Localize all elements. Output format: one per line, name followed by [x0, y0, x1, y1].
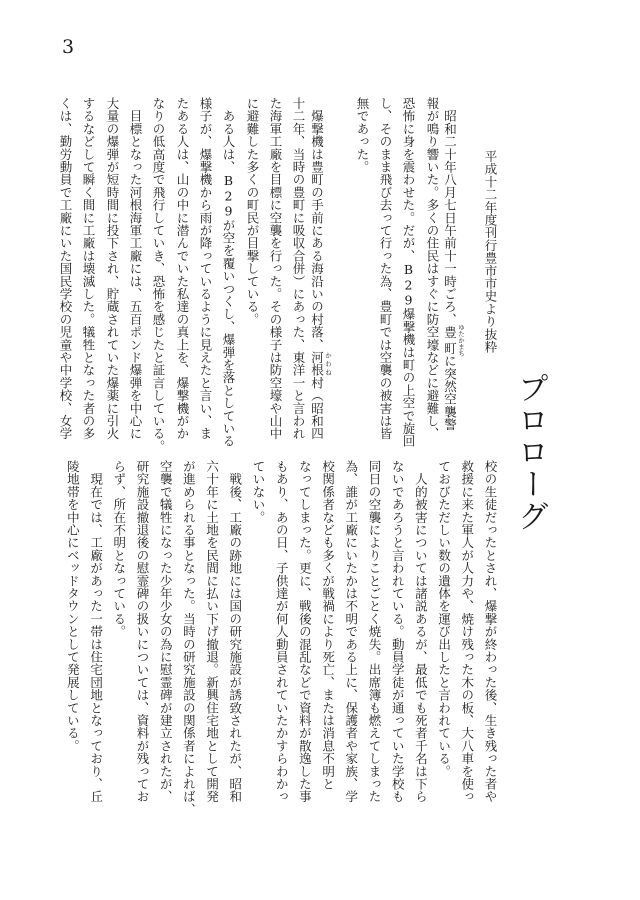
text-run: 為、誰が工廠にいたかは不明である上に、保護者や家族、学	[343, 460, 359, 803]
text-column	[62, 460, 82, 752]
text-run: 爆撃機は豊町の手前にある海沿いの村落、	[309, 97, 325, 351]
text-run: 目標となった河根海軍工廠には、五百ポンド爆弾を中心に	[128, 97, 143, 440]
text-column	[86, 460, 106, 803]
text-column	[480, 460, 500, 803]
text-run: ある人は、B29が空を覆いつくし、爆弾を落としている	[221, 97, 236, 448]
ruby-base: 河根	[309, 351, 325, 377]
text-run: 大量の爆弾が短時間に投下され、貯蔵されていた爆薬に引火	[105, 97, 120, 440]
text-run: するなどして瞬く間に工廠は壊滅した。犠牲となった者の多	[81, 97, 96, 440]
text-run: し、そのまま飛び去って行った為、豊町では空襲の被害は皆	[378, 97, 393, 440]
text-column	[225, 460, 245, 803]
text-run: 陵地帯を中心にベッドタウンとして発展している。	[65, 460, 81, 753]
text-column	[248, 460, 268, 524]
text-column	[364, 460, 384, 803]
text-column	[202, 460, 222, 803]
text-run: 昭和二十年八月七日午前十一時ごろ、	[442, 97, 458, 326]
text-run: 村（昭和四	[309, 376, 325, 440]
text-column	[318, 460, 338, 790]
text-run: 現在では、工廠があった一帯は住宅団地となっており、丘	[88, 460, 104, 803]
text-run: 校の生徒だったとされ、爆撃が終わった後、生き残った者や	[483, 460, 498, 803]
text-run: 様子が、爆撃機から雨が降っているように見えたと言い、ま	[198, 97, 213, 440]
text-run: なりの低高度で飛行していき、恐怖を感じたと証言している。	[151, 97, 166, 453]
text-run: が進められる事となった。当時の研究施設の関係者によれば、	[181, 460, 197, 816]
text-run: 空襲で犠牲になった少年少女の為に慰霊碑が建立されたが、	[158, 460, 174, 803]
text-column	[132, 460, 152, 803]
text-run: ていない。	[251, 460, 266, 524]
text-column	[271, 460, 291, 803]
text-run: 研究施設撤退後の慰霊碑の扱いについては、資料が残ってお	[135, 460, 150, 803]
text-run: もあり、あの日、子供達が何人動員されていたかすらわかっ	[274, 460, 290, 803]
ruby-reading: ゆたかまち	[457, 323, 465, 357]
text-run: た海軍工廠を目標に空襲を行った。その様子は防空壕や山中	[268, 97, 283, 440]
text-column	[457, 460, 477, 803]
chapter-title: プロローグ	[512, 372, 548, 532]
text-column	[410, 460, 430, 803]
text-run: 無であった。	[355, 97, 370, 174]
text-column	[387, 460, 407, 803]
text-run: に避難した多くの町民が目撃している。	[245, 97, 260, 326]
text-run: 恐怖に身を震わせた。だが、B29爆撃機は町の上空で旋回	[401, 97, 416, 448]
text-run: 報が鳴り響いた。多くの住民はすぐに防空壕などに避難し、	[425, 97, 440, 440]
text-run: 校関係者なども多くが戦禍により死亡、または消息不明と	[320, 460, 336, 791]
text-run: ておびただしい数の遺体を運び出したと言われている。	[436, 460, 452, 778]
text-run: 戦後、工廠の跡地には国の研究施設が誘致されたが、昭和	[227, 460, 243, 803]
text-run: 十二年、当時の豊町に吸収合併）にあった、東洋一と言われ	[291, 97, 306, 440]
text-run: に突然空襲警	[442, 354, 458, 431]
text-column	[178, 460, 198, 816]
text-run: なってしまった。更に、戦後の混乱などで資料が散逸した事	[297, 460, 313, 803]
text-run: ないであろうと言われている。動員学徒が通っていた学校も	[390, 460, 406, 803]
source-note: 平成十二年度刊行豊市市史より抜粋	[483, 150, 498, 354]
text-column	[294, 460, 314, 803]
text-run: 六十年に土地を民間に払い下げ撤退。新興住宅地として開発	[204, 460, 220, 803]
page-number: 3	[62, 36, 75, 58]
text-run: 同日の空襲によりことごとく焼失。出席簿も燃えてしまった	[367, 460, 382, 803]
text-column	[155, 460, 175, 803]
text-column	[109, 460, 129, 638]
text-column	[341, 460, 361, 803]
ruby-reading: かわね	[324, 351, 332, 377]
text-run: 救援に来た軍人が人力や、焼け残った木の板、大八車を使っ	[459, 460, 475, 803]
text-column	[434, 460, 454, 778]
text-run: らず、所在不明となっている。	[111, 460, 127, 638]
text-run: くは、勤労動員で工廠にいた国民学校の児童や中学校、女学	[58, 97, 73, 440]
ruby-base: 豊町	[442, 323, 458, 357]
text-run: たある人は、山の中に潜んでいた私達の真上を、爆撃機がか	[175, 97, 190, 440]
text-run: 人的被害については諸説あるが、最低でも死者千名は下ら	[413, 460, 429, 803]
